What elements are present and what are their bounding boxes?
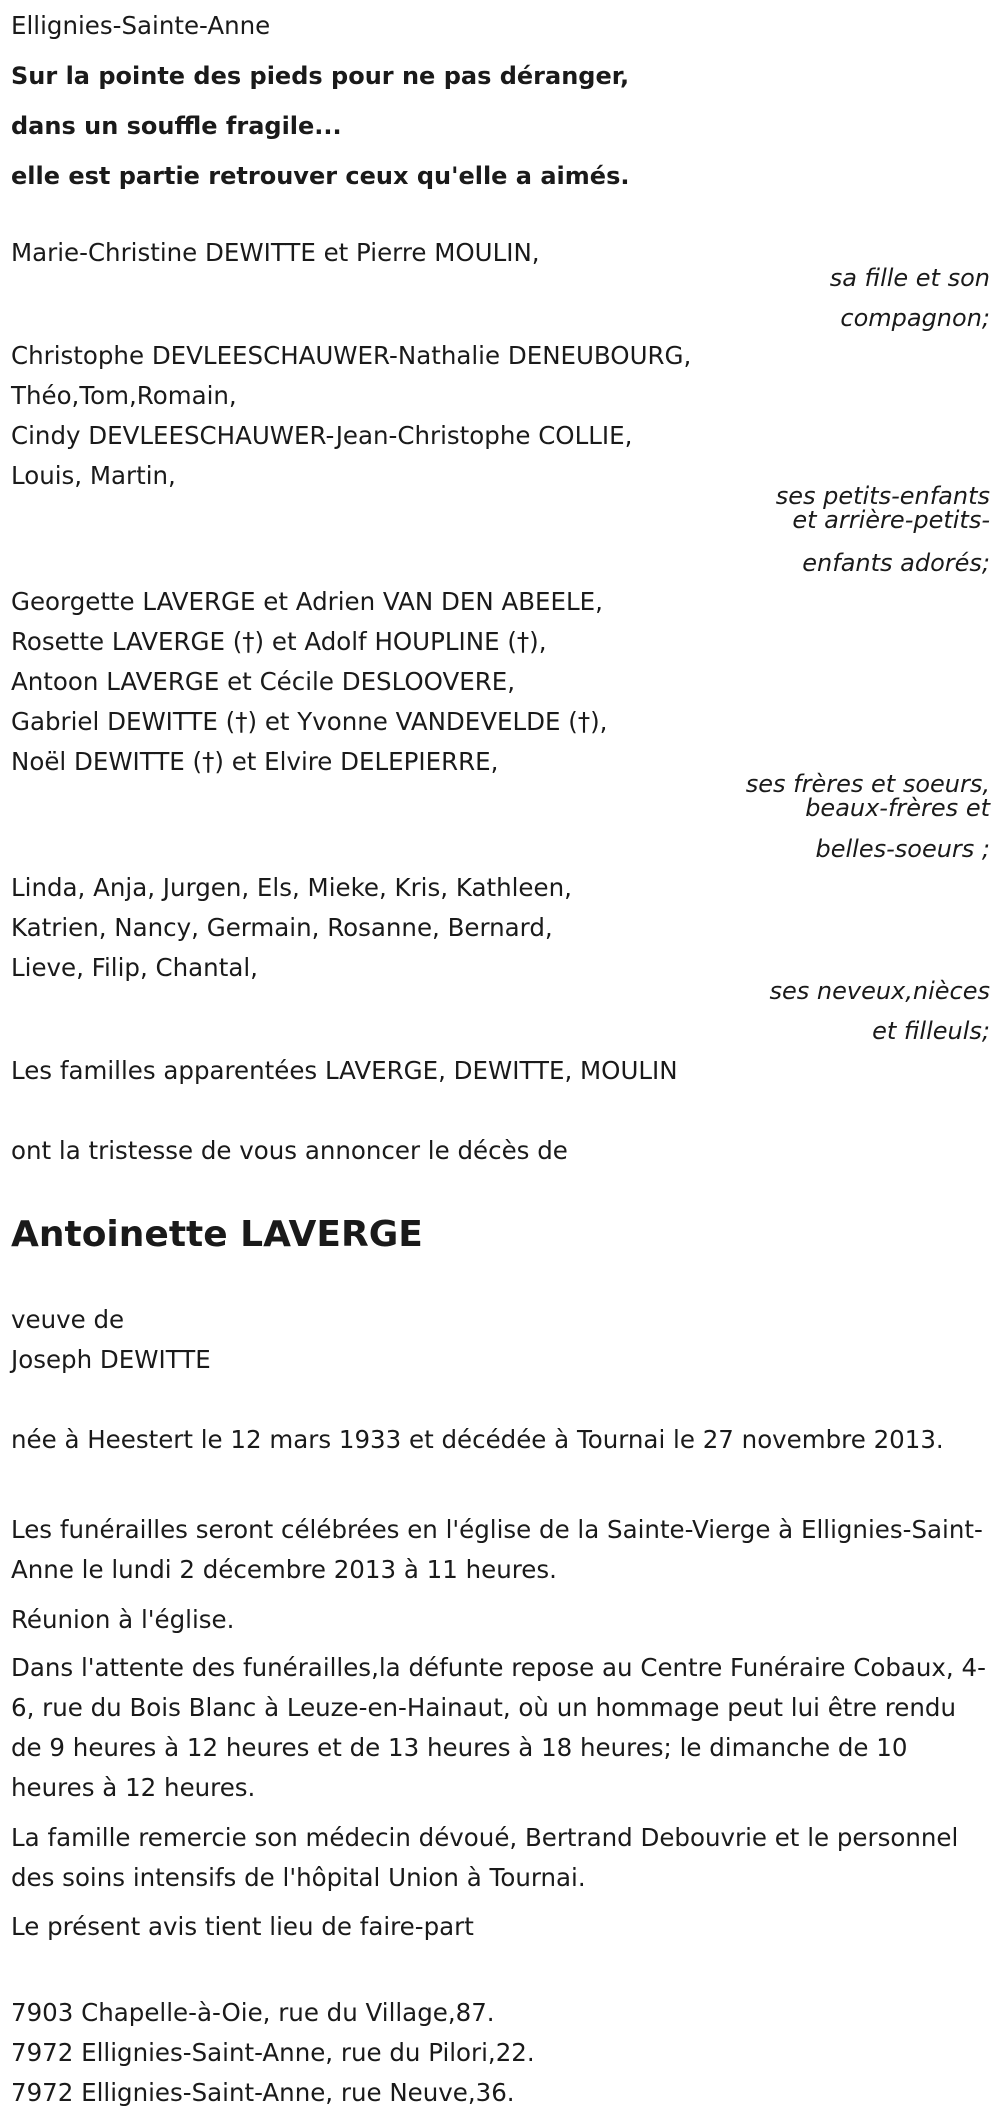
relation-line: sa fille et son <box>829 264 990 292</box>
family-names-line: Noël DEWITTE (†) et Elvire DELEPIERRE, <box>11 747 499 776</box>
family-names-line: Cindy DEVLEESCHAUWER-Jean-Christophe COLLIE, <box>11 421 633 450</box>
notice-paragraph: Le présent avis tient lieu de faire-part <box>11 1912 474 1941</box>
family-names-line: Gabriel DEWITTE (†) et Yvonne VANDEVELDE (†), <box>11 707 608 736</box>
relation-line: ses petits-enfants <box>775 482 990 510</box>
widow-of-label: veuve de <box>11 1305 125 1334</box>
deceased-name: Antoinette LAVERGE <box>11 1214 423 1255</box>
relation-line: et filleuls; <box>872 1017 990 1045</box>
spouse-name: Joseph DEWITTE <box>11 1345 211 1374</box>
family-names-line: Louis, Martin, <box>11 461 176 490</box>
viewing-paragraph: Dans l'attente des funérailles,la défunte repose au Centre Funéraire Cobaux, 4-6, rue du Bois Blanc à Leuze-en-Hainaut, où un hommage peut lui être rendu de 9 heures à 12 heures et de 13 heures à 18 heures; le dimanche de 10 heures à 12 heures. <box>11 1653 986 1802</box>
relation-line: compagnon; <box>840 304 990 332</box>
family-names-line: Lieve, Filip, Chantal, <box>11 953 258 982</box>
location-heading: Ellignies-Sainte-Anne <box>11 11 271 40</box>
family-names-line: Marie-Christine DEWITTE et Pierre MOULIN, <box>11 238 540 267</box>
birth-death-paragraph: née à Heestert le 12 mars 1933 et décédée à Tournai le 27 novembre 2013. <box>11 1425 944 1454</box>
relation-line: enfants adorés; <box>802 549 990 577</box>
family-names-line: Katrien, Nancy, Germain, Rosanne, Bernard, <box>11 913 553 942</box>
thanks-paragraph: La famille remercie son médecin dévoué, Bertrand Debouvrie et le personnel des soins intensifs de l'hôpital Union à Tournai. <box>11 1823 959 1892</box>
relation-line: ses frères et soeurs, <box>745 770 990 798</box>
family-names-line: Rosette LAVERGE (†) et Adolf HOUPLINE (†), <box>11 627 547 656</box>
poem-line: elle est partie retrouver ceux qu'elle a aimés. <box>11 162 630 190</box>
funeral-paragraph: Les funérailles seront célébrées en l'église de la Sainte-Vierge à Ellignies-Saint-Anne le lundi 2 décembre 2013 à 11 heures. <box>11 1515 983 1584</box>
poem-line: dans un souffle fragile... <box>11 112 342 140</box>
relation-line: et arrière-petits- <box>792 506 990 534</box>
address-line: 7972 Ellignies-Saint-Anne, rue du Pilori,22. <box>11 2038 535 2067</box>
family-names-line: Georgette LAVERGE et Adrien VAN DEN ABEELE, <box>11 587 603 616</box>
relation-line: beaux-frères et <box>805 794 990 822</box>
family-names-line: Linda, Anja, Jurgen, Els, Mieke, Kris, Kathleen, <box>11 873 572 902</box>
family-names-line: Christophe DEVLEESCHAUWER-Nathalie DENEUBOURG, <box>11 341 692 370</box>
address-line: 7903 Chapelle-à-Oie, rue du Village,87. <box>11 1998 495 2027</box>
family-names-line: Théo,Tom,Romain, <box>11 381 237 410</box>
poem-line: Sur la pointe des pieds pour ne pas déranger, <box>11 62 630 90</box>
address-line: 7972 Ellignies-Saint-Anne, rue Neuve,36. <box>11 2078 515 2107</box>
announcement-text: ont la tristesse de vous annoncer le décès de <box>11 1136 568 1165</box>
meeting-paragraph: Réunion à l'église. <box>11 1605 235 1634</box>
relation-line: belles-soeurs ; <box>815 835 990 863</box>
family-names-line: Antoon LAVERGE et Cécile DESLOOVERE, <box>11 667 516 696</box>
relation-line: ses neveux,nièces <box>769 977 990 1005</box>
related-families: Les familles apparentées LAVERGE, DEWITTE, MOULIN <box>11 1056 678 1085</box>
